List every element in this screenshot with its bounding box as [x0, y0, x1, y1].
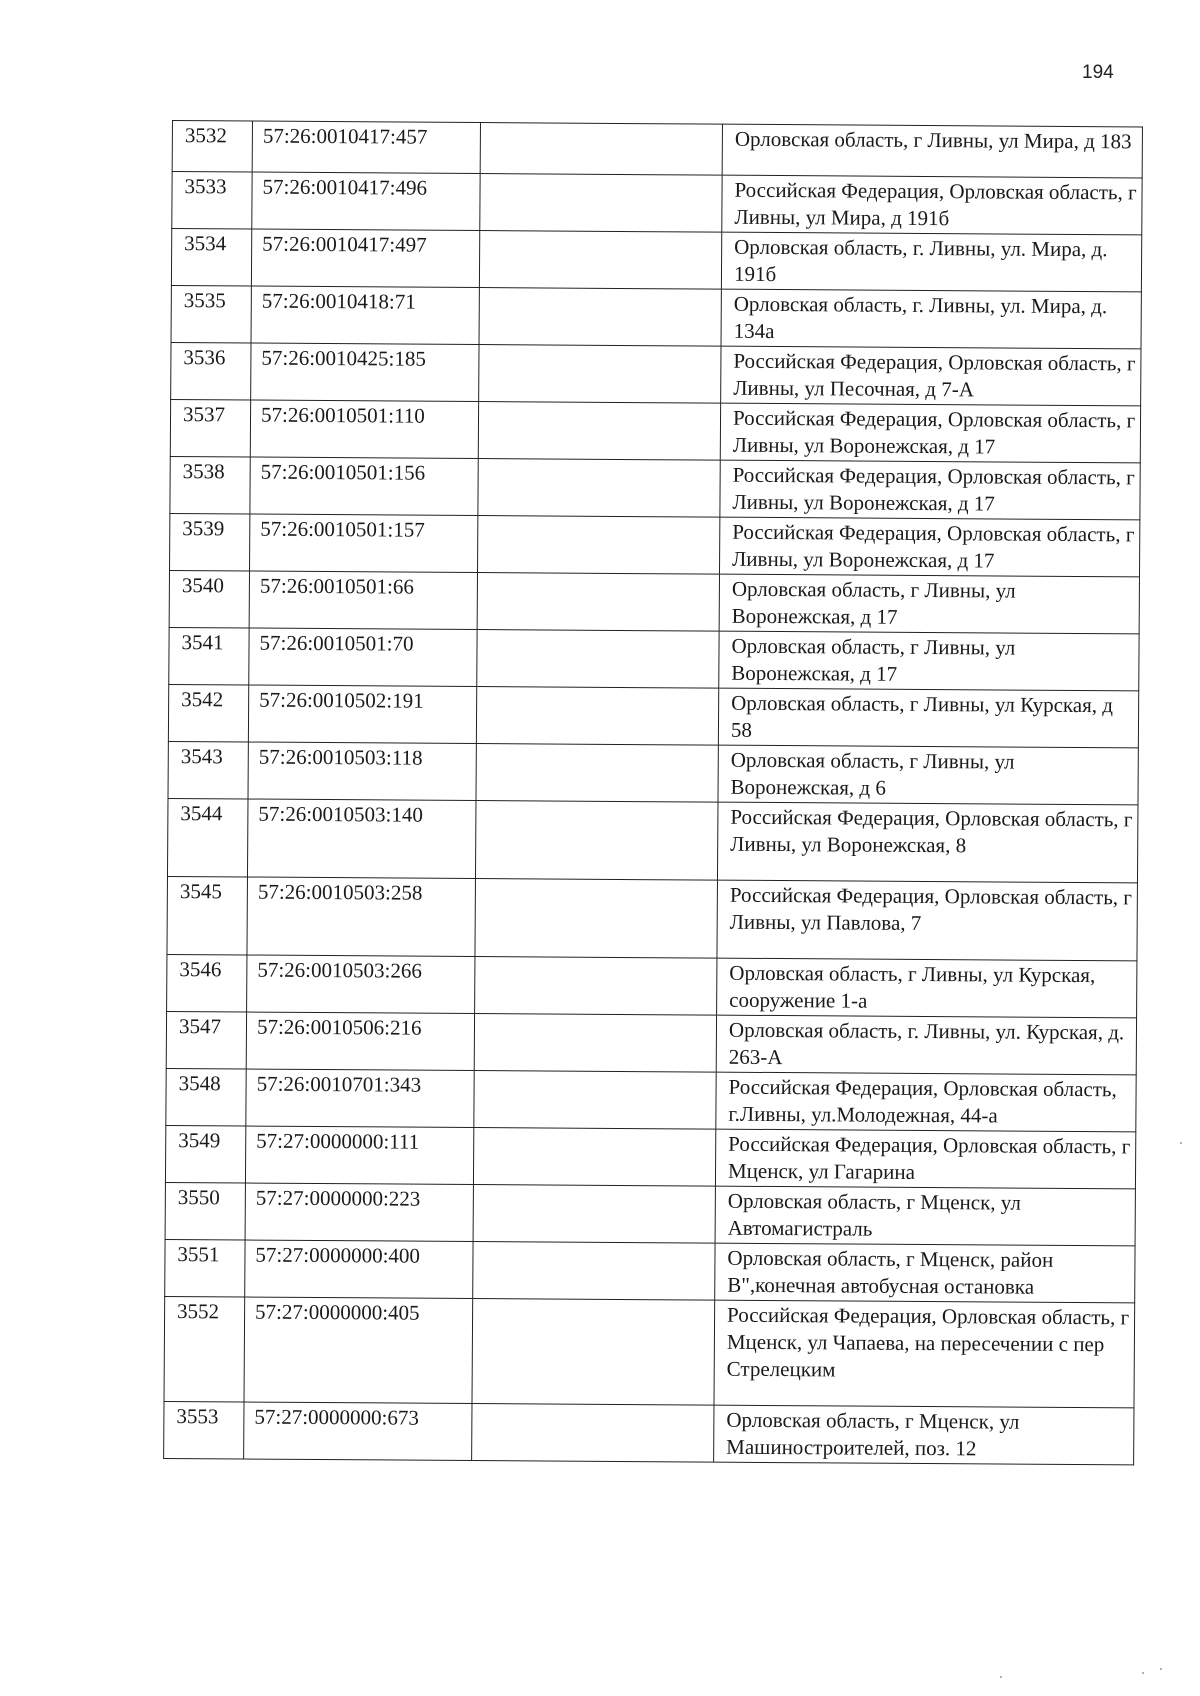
table-row [165, 1182, 1135, 1245]
page-number: 194 [1082, 62, 1114, 83]
cadastral-number-cell: 57:26:0010506:216 [246, 1012, 474, 1071]
empty-column-cell [476, 687, 718, 746]
empty-column-cell [472, 1299, 715, 1406]
registry-body [164, 121, 1143, 1465]
empty-column-cell [473, 1185, 715, 1244]
empty-column-cell [475, 801, 718, 881]
address-cell: Орловская область, г Ливны, ул Мира, д 183 [722, 124, 1142, 178]
row-number-cell: 3535 [171, 285, 251, 343]
cadastral-number-cell: 57:26:0010501:66 [249, 571, 477, 630]
row-number-cell: 3532 [172, 121, 252, 173]
cadastral-number-cell: 57:27:0000000:405 [244, 1297, 473, 1404]
row-number-cell: 3549 [165, 1125, 245, 1183]
cadastral-number-cell: 57:26:0010503:258 [247, 877, 476, 957]
empty-column-cell [478, 459, 720, 518]
address-cell: Орловская область, г. Ливны, ул. Курская, д. 263-А [716, 1015, 1136, 1075]
cadastral-number-cell: 57:26:0010425:185 [251, 343, 479, 402]
table-row [171, 285, 1141, 348]
empty-column-cell [480, 174, 722, 233]
cadastral-number-cell: 57:26:0010503:140 [247, 799, 476, 879]
cadastral-number-cell: 57:26:0010501:70 [249, 628, 477, 687]
address-cell: Орловская область, г Мценск, ул Машиностроителей, поз. 12 [714, 1405, 1134, 1465]
table-row [170, 399, 1140, 462]
scan-speck [1180, 1142, 1182, 1144]
empty-column-cell [474, 1071, 716, 1130]
table-row [170, 456, 1140, 519]
row-number-cell: 3547 [166, 1011, 246, 1069]
row-number-cell: 3551 [165, 1239, 245, 1297]
cadastral-number-cell: 57:26:0010503:266 [247, 955, 475, 1014]
empty-column-cell [477, 573, 719, 632]
empty-column-cell [474, 1014, 716, 1073]
row-number-cell: 3548 [166, 1068, 246, 1126]
address-cell: Орловская область, г Мценск, район В",конечная автобусная остановка [715, 1243, 1135, 1303]
row-number-cell: 3552 [164, 1296, 245, 1402]
cadastral-number-cell: 57:26:0010501:156 [250, 457, 478, 516]
cadastral-number-cell: 57:26:0010417:457 [252, 121, 480, 174]
address-cell: Российская Федерация, Орловская область, г.Ливны, ул.Молодежная, 44-а [716, 1072, 1136, 1132]
empty-column-cell [479, 288, 721, 347]
address-cell: Орловская область, г Мценск, ул Автомагистраль [715, 1186, 1135, 1246]
empty-column-cell [478, 402, 720, 461]
row-number-cell: 3546 [167, 954, 247, 1012]
address-cell: Российская Федерация, Орловская область, г Мценск, ул Чапаева, на пересечении с пер Стрелецким [714, 1300, 1135, 1408]
address-cell: Российская Федерация, Орловская область, г Ливны, ул Воронежская, 8 [717, 802, 1138, 883]
table-row [168, 684, 1138, 747]
address-cell: Российская Федерация, Орловская область, г Мценск, ул Гагарина [715, 1129, 1135, 1189]
table-row [169, 570, 1139, 633]
cadastral-number-cell: 57:27:0000000:223 [245, 1183, 473, 1242]
table-row [165, 1125, 1135, 1188]
scan-speck [1142, 1672, 1144, 1674]
cadastral-number-cell: 57:26:0010701:343 [246, 1069, 474, 1128]
scan-speck [1000, 1676, 1002, 1678]
cadastral-number-cell: 57:26:0010501:157 [250, 514, 478, 573]
table-row [171, 342, 1141, 405]
row-number-cell: 3540 [169, 570, 249, 628]
cadastral-number-cell: 57:26:0010418:71 [251, 286, 479, 345]
table-row [172, 121, 1142, 178]
row-number-cell: 3553 [164, 1401, 244, 1459]
empty-column-cell [473, 1128, 715, 1187]
address-cell: Орловская область, г Ливны, ул Курская, сооружение 1-а [717, 958, 1137, 1018]
empty-column-cell [479, 345, 721, 404]
cadastral-number-cell: 57:26:0010417:497 [251, 229, 479, 288]
empty-column-cell [476, 744, 718, 803]
address-cell: Орловская область, г Ливны, ул Воронежская, д 17 [719, 574, 1139, 634]
table-row [168, 741, 1138, 804]
row-number-cell: 3534 [171, 229, 251, 287]
table-row [164, 1401, 1134, 1464]
table-row [167, 954, 1137, 1017]
row-number-cell: 3545 [167, 876, 248, 955]
cadastral-number-cell: 57:27:0000000:673 [244, 1402, 472, 1461]
empty-column-cell [478, 516, 720, 575]
cadastral-number-cell: 57:26:0010501:110 [250, 400, 478, 459]
address-cell: Орловская область, г. Ливны, ул. Мира, д. 134а [721, 289, 1141, 349]
address-cell: Орловская область, г Ливны, ул Воронежская, д 17 [719, 631, 1139, 691]
row-number-cell: 3541 [169, 627, 249, 685]
address-cell: Российская Федерация, Орловская область, г Ливны, ул Павлова, 7 [717, 880, 1138, 961]
row-number-cell: 3538 [170, 456, 250, 514]
address-cell: Российская Федерация, Орловская область, г Ливны, ул Воронежская, д 17 [720, 517, 1140, 577]
row-number-cell: 3536 [171, 342, 251, 400]
table-row [165, 1239, 1135, 1302]
empty-column-cell [475, 879, 718, 959]
table-row [167, 876, 1137, 960]
address-cell: Орловская область, г. Ливны, ул. Мира, д. 191б [721, 232, 1141, 292]
table-row [171, 229, 1141, 292]
row-number-cell: 3533 [172, 172, 252, 230]
empty-column-cell [479, 231, 721, 290]
table-row [166, 1011, 1136, 1074]
row-number-cell: 3550 [165, 1182, 245, 1240]
address-cell: Российская Федерация, Орловская область, г Ливны, ул Мира, д 191б [722, 175, 1142, 235]
table-row [164, 1296, 1135, 1407]
table-row [172, 172, 1142, 235]
scan-speck [1160, 1668, 1162, 1670]
address-cell: Российская Федерация, Орловская область, г Ливны, ул Песочная, д 7-А [721, 346, 1141, 406]
cadastral-number-cell: 57:27:0000000:111 [245, 1126, 473, 1185]
cadastral-registry-table [163, 120, 1143, 1465]
row-number-cell: 3537 [170, 399, 250, 457]
empty-column-cell [472, 1404, 714, 1463]
table-row [167, 798, 1137, 882]
row-number-cell: 3542 [168, 684, 248, 742]
cadastral-number-cell: 57:27:0000000:400 [245, 1240, 473, 1299]
cadastral-number-cell: 57:26:0010417:496 [252, 172, 480, 231]
empty-column-cell [477, 630, 719, 689]
address-cell: Российская Федерация, Орловская область, г Ливны, ул Воронежская, д 17 [720, 460, 1140, 520]
table-row [169, 627, 1139, 690]
row-number-cell: 3539 [170, 513, 250, 571]
cadastral-number-cell: 57:26:0010503:118 [248, 742, 476, 801]
address-cell: Орловская область, г Ливны, ул Воронежская, д 6 [718, 745, 1138, 805]
row-number-cell: 3543 [168, 741, 248, 799]
cadastral-number-cell: 57:26:0010502:191 [248, 685, 476, 744]
empty-column-cell [475, 957, 717, 1016]
address-cell: Орловская область, г Ливны, ул Курская, д 58 [718, 688, 1138, 748]
row-number-cell: 3544 [167, 798, 248, 877]
table-row [166, 1068, 1136, 1131]
empty-column-cell [473, 1242, 715, 1301]
address-cell: Российская Федерация, Орловская область, г Ливны, ул Воронежская, д 17 [720, 403, 1140, 463]
table-row [170, 513, 1140, 576]
empty-column-cell [480, 123, 722, 176]
